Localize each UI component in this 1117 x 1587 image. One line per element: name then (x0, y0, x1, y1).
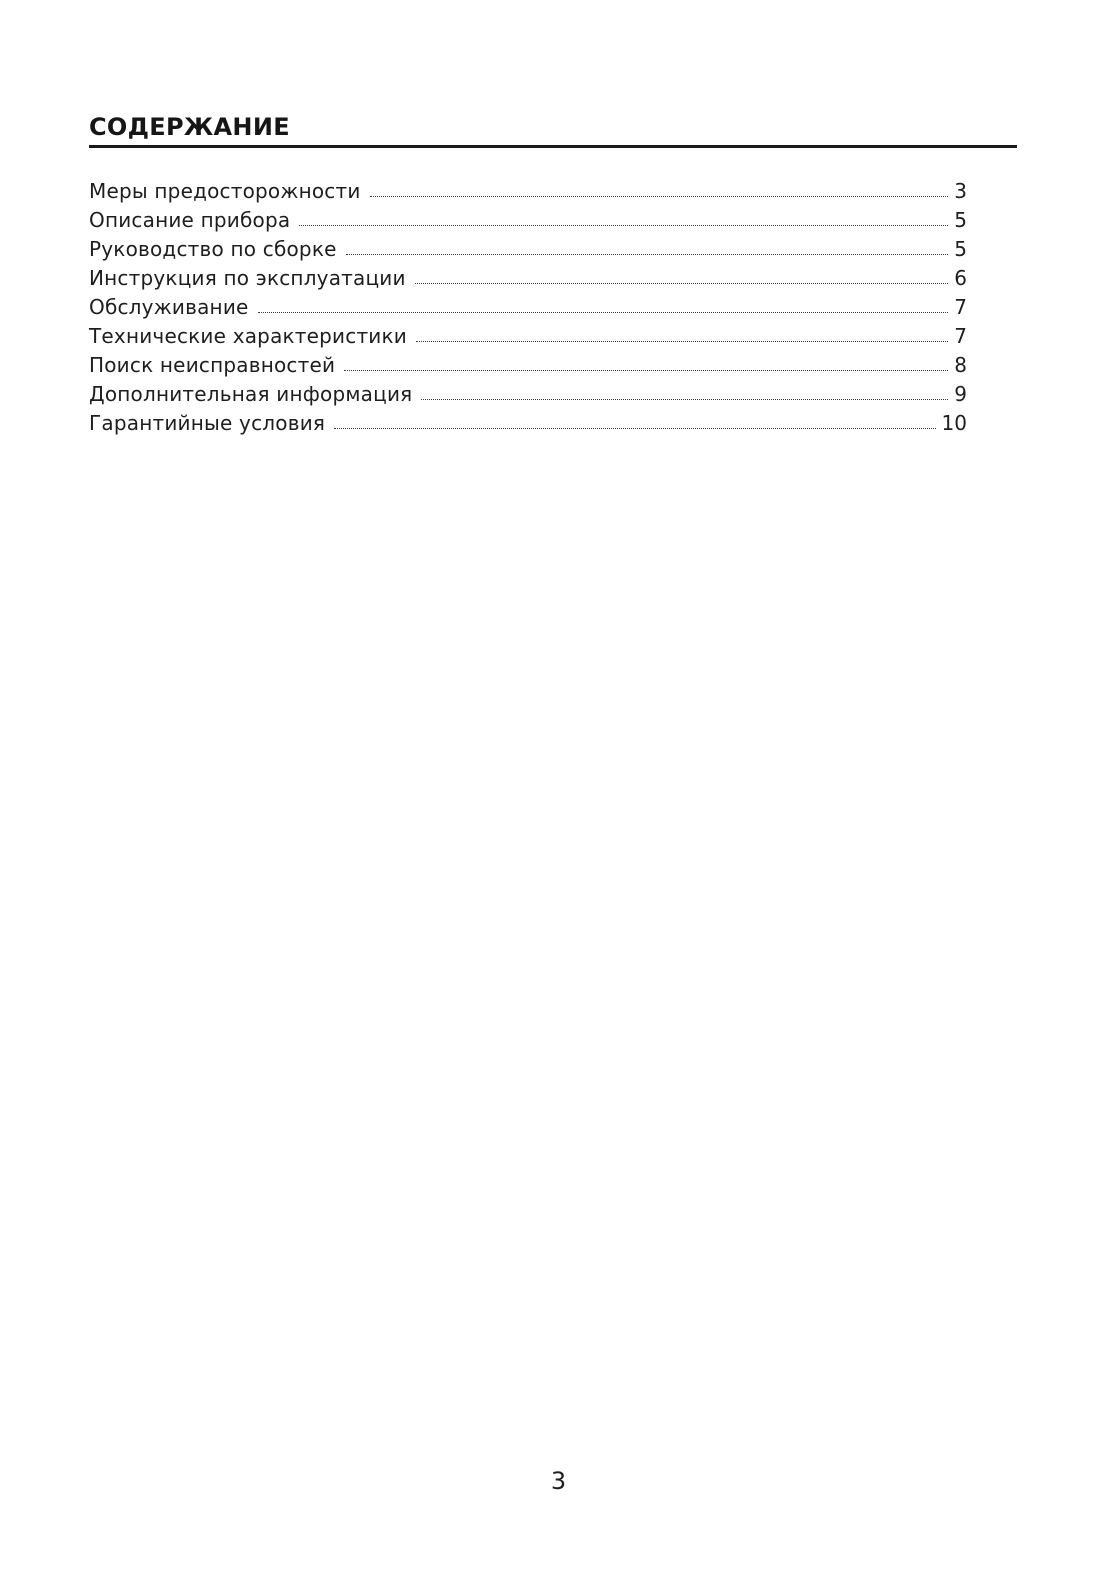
toc-dot-leader (421, 399, 948, 400)
toc-entry-label: Меры предосторожности (89, 179, 361, 203)
toc-entry-operating-instructions[interactable] (89, 264, 967, 293)
toc-dot-leader (258, 312, 949, 313)
title-divider (89, 145, 1017, 148)
toc-dot-leader (370, 196, 949, 197)
toc-entry-label: Инструкция по эксплуатации (89, 266, 406, 290)
toc-dot-leader (299, 225, 948, 226)
toc-entry-label: Поиск неисправностей (89, 353, 336, 377)
toc-entry-page: 5 (954, 208, 967, 232)
toc-entry-additional-info[interactable] (89, 380, 967, 409)
toc-dot-leader (415, 283, 949, 284)
toc-entry-page: 7 (954, 295, 967, 319)
toc-entry-page: 3 (954, 179, 967, 203)
toc-entry-page: 9 (954, 382, 967, 406)
toc-dot-leader (416, 341, 948, 342)
toc-dot-leader (344, 370, 948, 371)
toc-entry-label: Руководство по сборке (89, 237, 337, 261)
page-title: СОДЕРЖАНИЕ (89, 113, 290, 141)
toc-entry-troubleshooting[interactable] (89, 351, 967, 380)
toc-entry-specifications[interactable] (89, 322, 967, 351)
toc-entry-assembly-guide[interactable] (89, 235, 967, 264)
toc-dot-leader (346, 254, 949, 255)
toc-entry-label: Дополнительная информация (89, 382, 413, 406)
toc-entry-label: Гарантийные условия (89, 411, 326, 435)
toc-entry-precautions[interactable] (89, 177, 967, 206)
toc-entry-maintenance[interactable] (89, 293, 967, 322)
toc-entry-device-description[interactable] (89, 206, 967, 235)
toc-entry-label: Технические характеристики (89, 324, 407, 348)
toc-entry-page: 8 (954, 353, 967, 377)
toc-entry-page: 10 (941, 411, 967, 435)
toc-entry-label: Обслуживание (89, 295, 249, 319)
toc-dot-leader (334, 428, 935, 429)
toc-entry-page: 6 (954, 266, 967, 290)
toc-entry-page: 5 (954, 237, 967, 261)
table-of-contents (89, 177, 967, 438)
toc-entry-label: Описание прибора (89, 208, 291, 232)
toc-entry-warranty[interactable] (89, 409, 967, 438)
page-number: 3 (550, 1467, 567, 1495)
toc-entry-page: 7 (954, 324, 967, 348)
